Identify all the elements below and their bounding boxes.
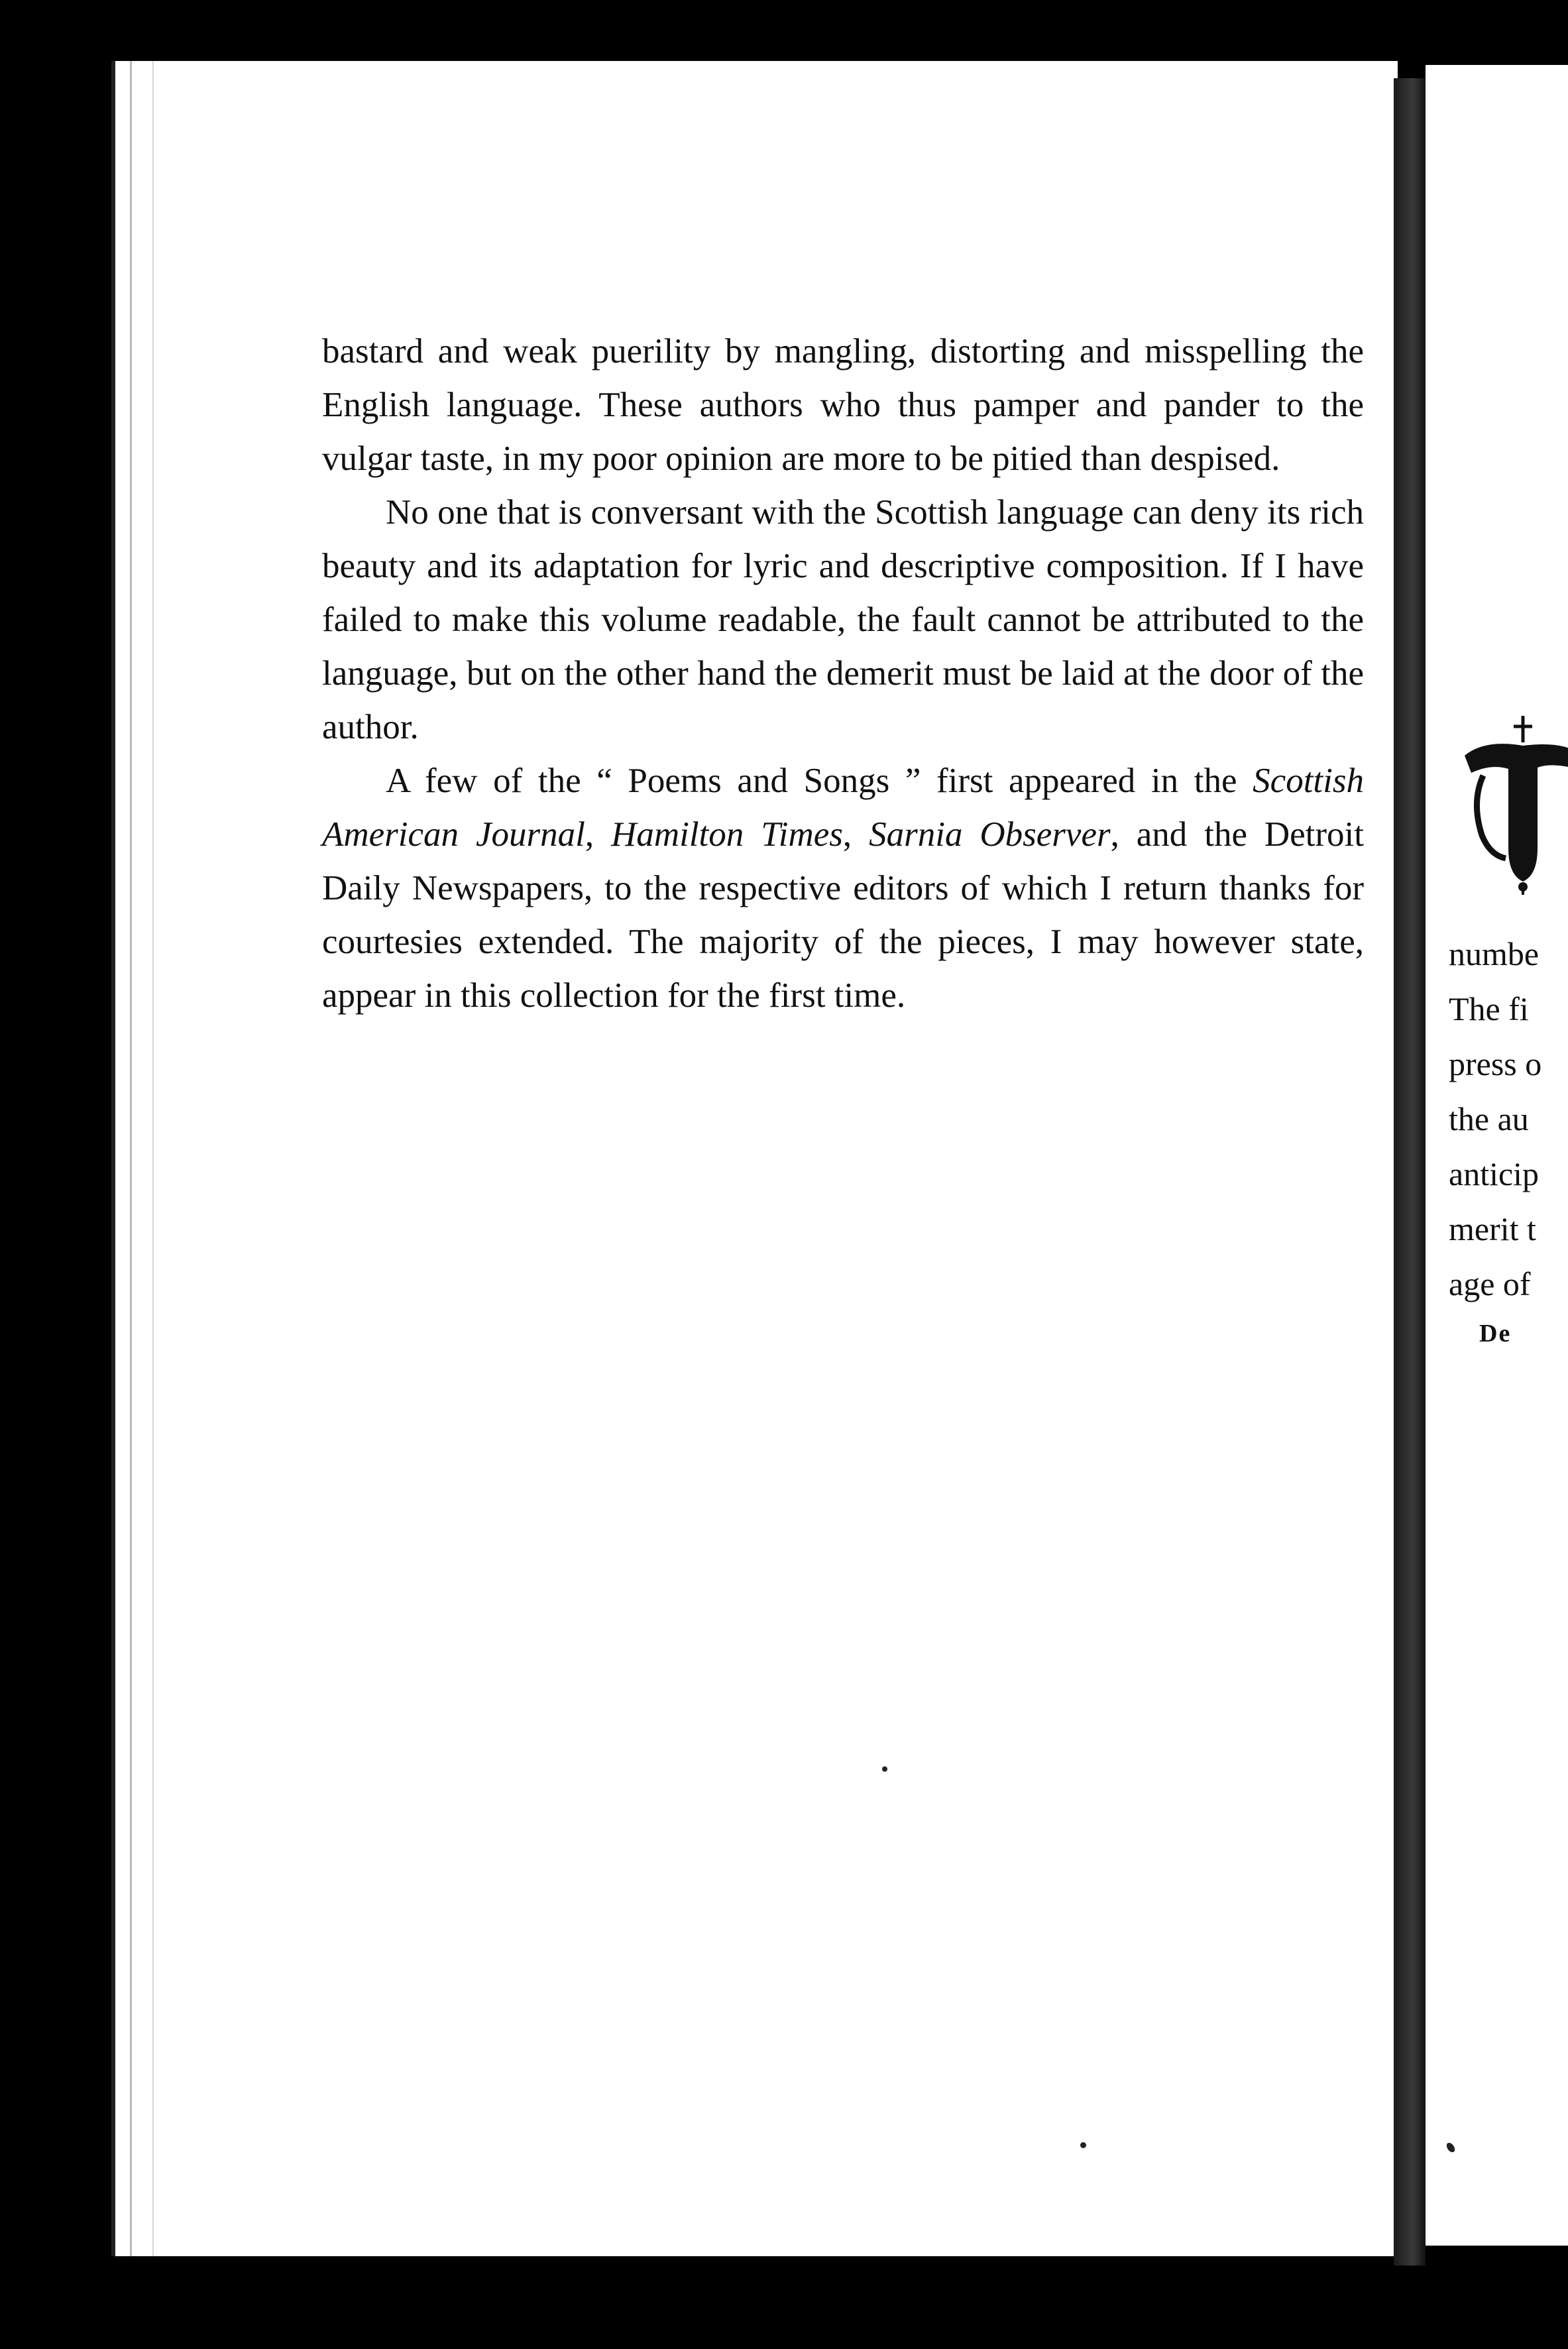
paragraph bbox=[322, 754, 1364, 1023]
right-page-fragment: anticip bbox=[1449, 1155, 1540, 1192]
right-page-fragment: De bbox=[1479, 1320, 1512, 1347]
text-run: , bbox=[585, 815, 612, 854]
publication-title: Scottish American Journal bbox=[322, 762, 1364, 854]
text-run: , bbox=[842, 815, 869, 854]
text-run: No one that is conversant with the Scottish language can deny its rich beauty and its adaptation for lyric and descriptive composition. If I have failed to make this volume readable, the fault cannot be attributed to the language, but on the other hand the demerit must be laid at the door of the author. bbox=[322, 493, 1364, 746]
page-edge-rule bbox=[130, 61, 132, 2256]
ornamental-drop-cap-t bbox=[1445, 716, 1568, 895]
right-page-fragment: press o bbox=[1449, 1045, 1542, 1082]
right-page-fragment: numbe bbox=[1449, 935, 1540, 972]
page-edge-rule bbox=[152, 61, 154, 2256]
scan-speck bbox=[882, 1766, 887, 1772]
paragraph bbox=[322, 325, 1364, 486]
text-run: A few of the “ Poems and Songs ” first appeared in the bbox=[386, 762, 1253, 800]
right-page-fragment: the au bbox=[1449, 1100, 1529, 1137]
publication-title: Sarnia Observer bbox=[869, 815, 1111, 854]
text-run: bastard and weak puerility by mangling, distorting and misspelling the English language. These authors who thus pamper and pander to the vulgar taste, in my poor opinion are more to be pitied than despised. bbox=[322, 332, 1364, 478]
right-page-fragment: merit t bbox=[1449, 1210, 1536, 1247]
paragraph bbox=[322, 486, 1364, 754]
right-page-fragment: The fi bbox=[1449, 990, 1529, 1027]
body-text bbox=[322, 325, 1364, 1023]
scan-speck bbox=[1080, 2142, 1086, 2148]
book-gutter bbox=[1394, 78, 1426, 2265]
publication-title: Hamilton Times bbox=[611, 815, 843, 854]
right-page-fragment: age of bbox=[1449, 1265, 1531, 1302]
text-run: , and the Detroit Daily Newspapers, to the respective editors of which I return thanks for courtesies extended. The majority of the pieces, I may however state, appear in this collection for the first time. bbox=[322, 815, 1365, 1015]
